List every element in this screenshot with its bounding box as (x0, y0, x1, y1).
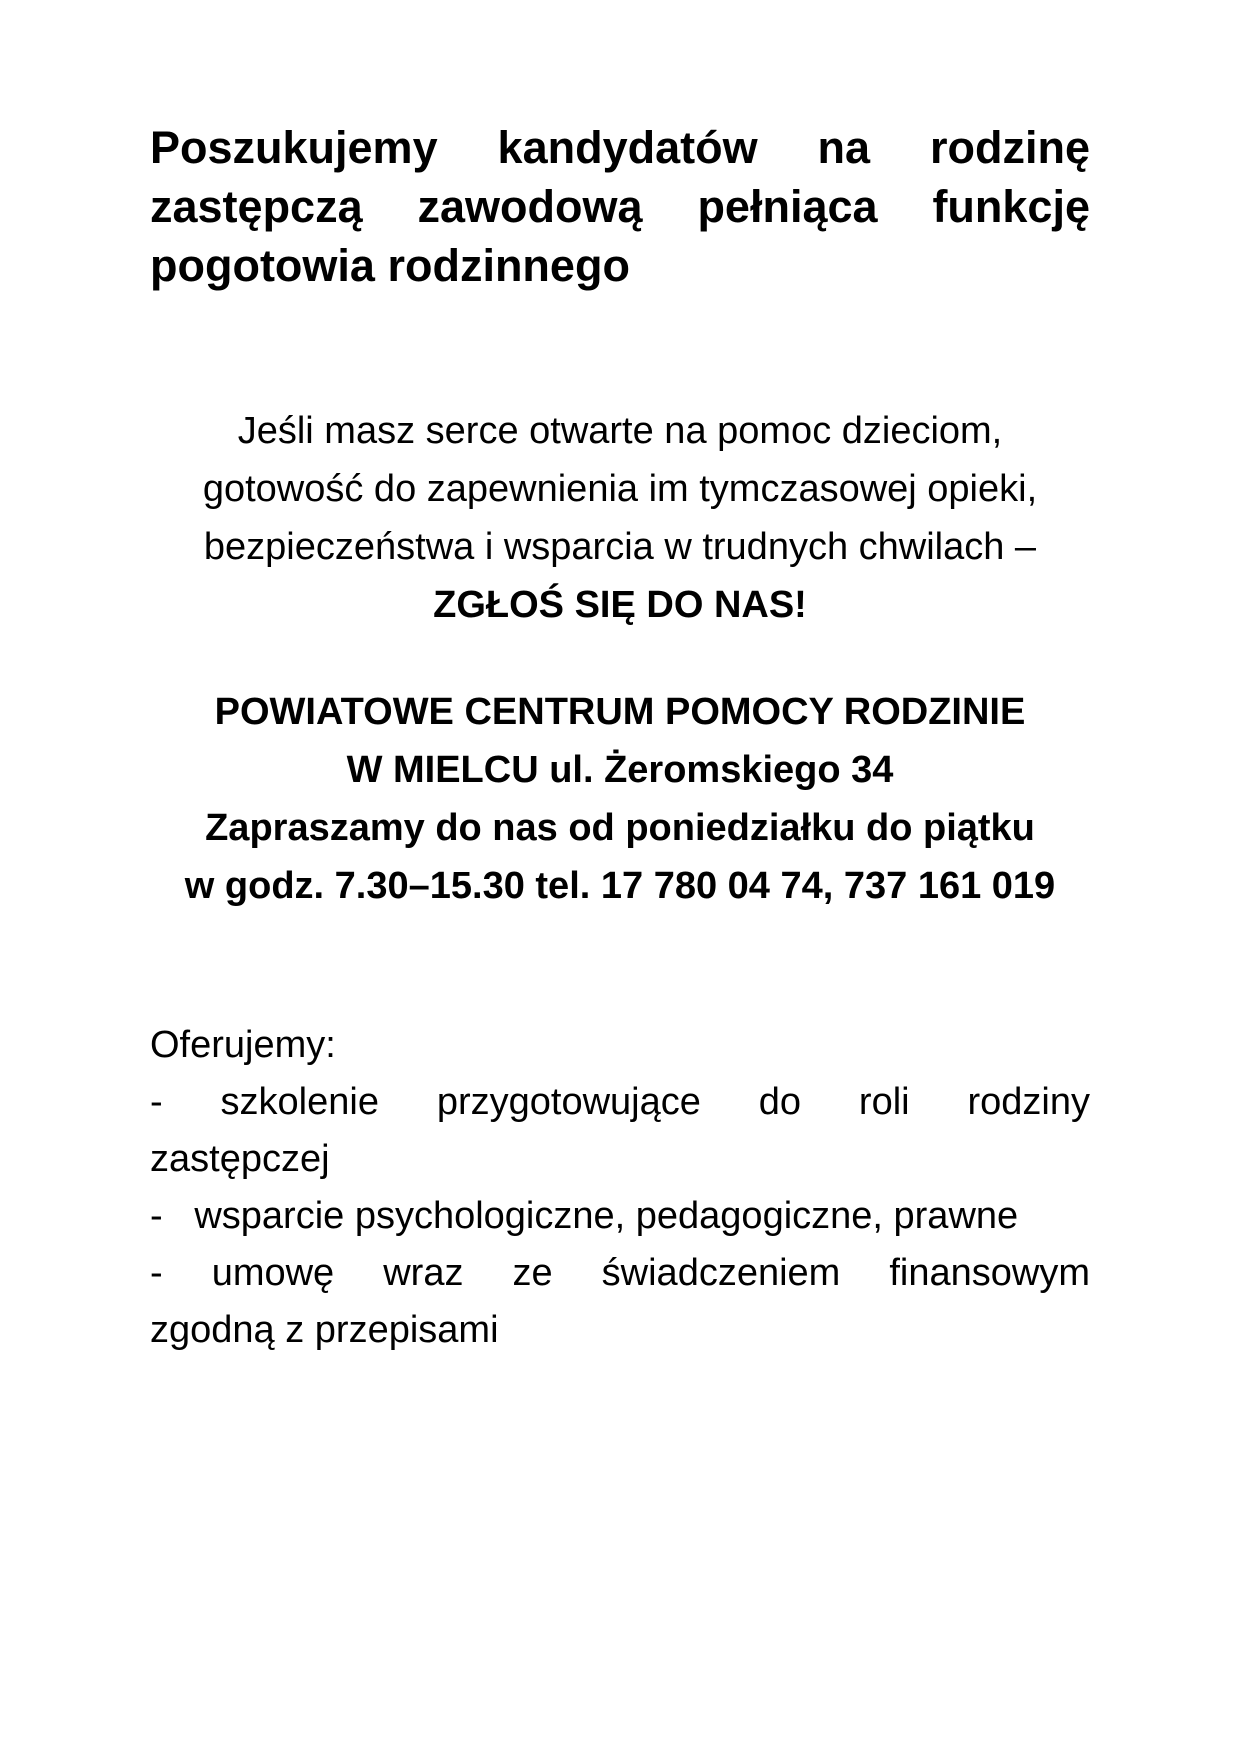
institution-name: POWIATOWE CENTRUM POMOCY RODZINIE (214, 691, 1026, 733)
opening-hours-phone: w godz. 7.30–15.30 tel. 17 780 04 74, 737 161 019 (184, 865, 1056, 907)
intro-paragraph (150, 402, 1090, 634)
offer-item-3-line-1: - umowę wraz ze świadczeniem finansowym (150, 1252, 1090, 1294)
announcement-title (150, 118, 1090, 295)
intro-line-1: Jeśli masz serce otwarte na pomoc dzieciom, (237, 410, 1003, 452)
title-line-2: zastępczą zawodową pełniąca funkcję (150, 181, 1090, 232)
title-line-1: Poszukujemy kandydatów na rodzinę (150, 122, 1090, 173)
offer-heading: Oferujemy: (150, 1024, 336, 1066)
institution-address: W MIELCU ul. Żeromskiego 34 (346, 749, 894, 791)
call-to-action: ZGŁOŚ SIĘ DO NAS! (433, 584, 807, 626)
intro-line-2: gotowość do zapewnienia im tymczasowej opieki, (202, 468, 1038, 510)
offer-item-3-line-2: zgodną z przepisami (150, 1309, 499, 1351)
title-line-3: pogotowia rodzinnego (150, 240, 630, 291)
offer-item-1-line-2: zastępczej (150, 1138, 330, 1180)
intro-line-3: bezpieczeństwa i wsparcia w trudnych chwilach – (203, 526, 1037, 568)
document-page (150, 0, 1090, 1754)
offer-section (150, 1017, 1090, 1359)
offer-item-2: - wsparcie psychologiczne, pedagogiczne, prawne (150, 1195, 1019, 1237)
offer-item-1-line-1: - szkolenie przygotowujące do roli rodziny (150, 1081, 1090, 1123)
contact-block (150, 683, 1090, 915)
opening-days: Zapraszamy do nas od poniedziałku do piątku (205, 807, 1035, 849)
